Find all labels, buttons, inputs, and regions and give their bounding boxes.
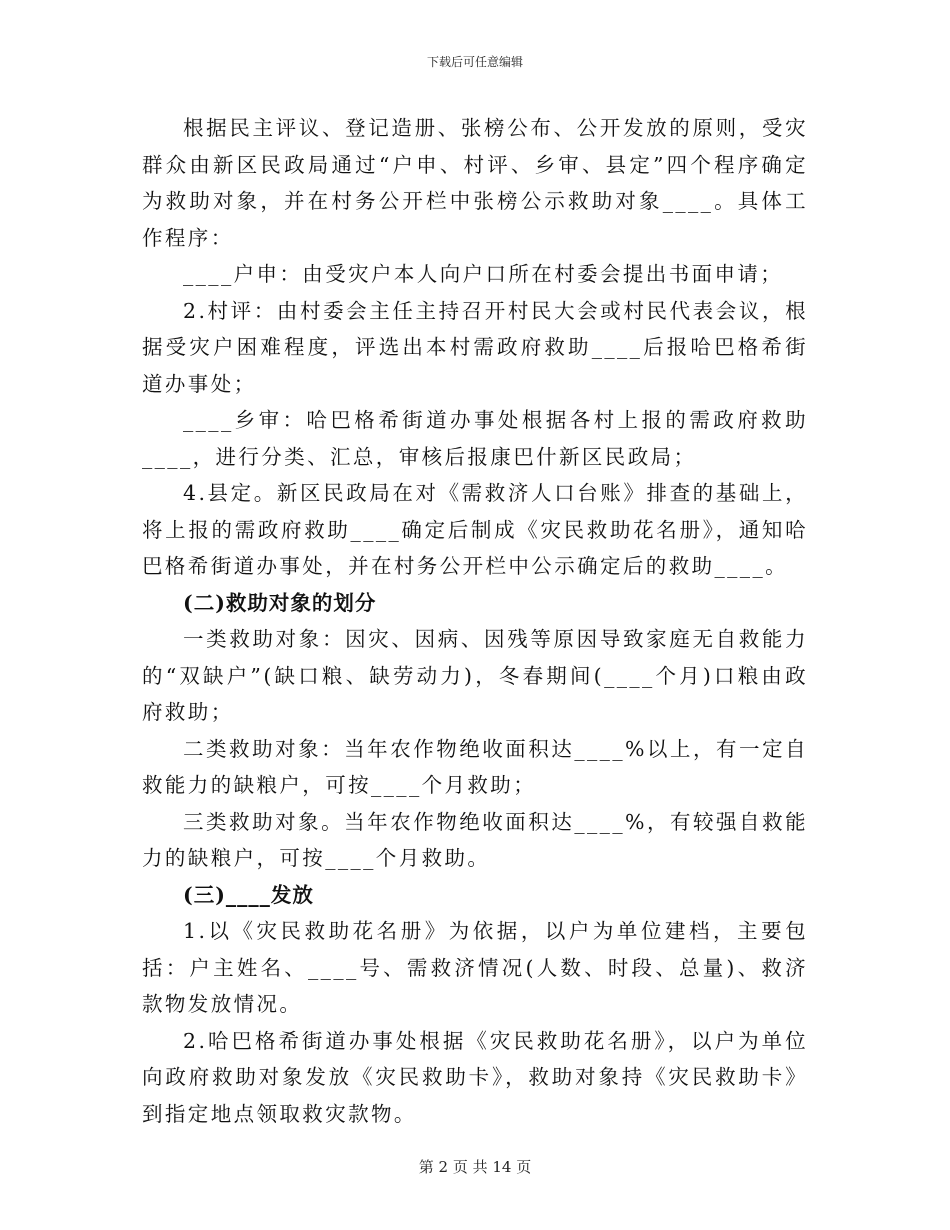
- paragraph-class-1: 一类救助对象：因灾、因病、因残等原因导致家庭无自救能力的“双缺户”(缺口粮、缺劳动力)，冬春期间(____个月)口粮由政府救助；: [142, 627, 808, 724]
- paragraph-distribution-1: 1.以《灾民救助花名册》为依据，以户为单位建档，主要包括：户主姓名、____号、需救济情况(人数、时段、总量)、救济款物发放情况。: [142, 919, 808, 1016]
- paragraph-step-4: 4.县定。新区民政局在对《需救济人口台账》排查的基础上，将上报的需政府救助____确定后制成《灾民救助花名册》，通知哈巴格希街道办事处，并在村务公开栏中公示确定后的救助____。: [142, 481, 808, 578]
- paragraph-step-3: ____乡审：哈巴格希街道办事处根据各村上报的需政府救助____，进行分类、汇总，审核后报康巴什新区民政局；: [142, 408, 808, 469]
- document-body: [142, 110, 808, 1132]
- section-heading-3: (三)____发放: [183, 882, 314, 907]
- paragraph-distribution-2: 2.哈巴格希街道办事处根据《灾民救助花名册》，以户为单位向政府救助对象发放《灾民救助卡》，救助对象持《灾民救助卡》到指定地点领取救灾款物。: [142, 1028, 808, 1126]
- paragraph-class-3: 三类救助对象。当年农作物绝收面积达____%，有较强自救能力的缺粮户，可按____个月救助。: [142, 809, 808, 870]
- paragraph-class-2: 二类救助对象：当年农作物绝收面积达____%以上，有一定自救能力的缺粮户，可按____个月救助；: [142, 736, 808, 797]
- section-heading-2: (二)救助对象的划分: [183, 590, 377, 615]
- page-footer: 第 2 页 共 14 页: [418, 1158, 532, 1176]
- paragraph-intro: 根据民主评议、登记造册、张榜公布、公开发放的原则，受灾群众由新区民政局通过“户申、村评、乡审、县定”四个程序确定为救助对象，并在村务公开栏中张榜公示救助对象____。具体工作程序：: [142, 116, 808, 250]
- page-header: 下载后可任意编辑: [426, 55, 523, 69]
- paragraph-step-1: ____户申：由受灾户本人向户口所在村委会提出书面申请；: [183, 262, 784, 286]
- paragraph-step-2: 2.村评：由村委会主任主持召开村民大会或村民代表会议，根据受灾户困难程度，评选出本村需政府救助____后报哈巴格希街道办事处；: [142, 298, 808, 396]
